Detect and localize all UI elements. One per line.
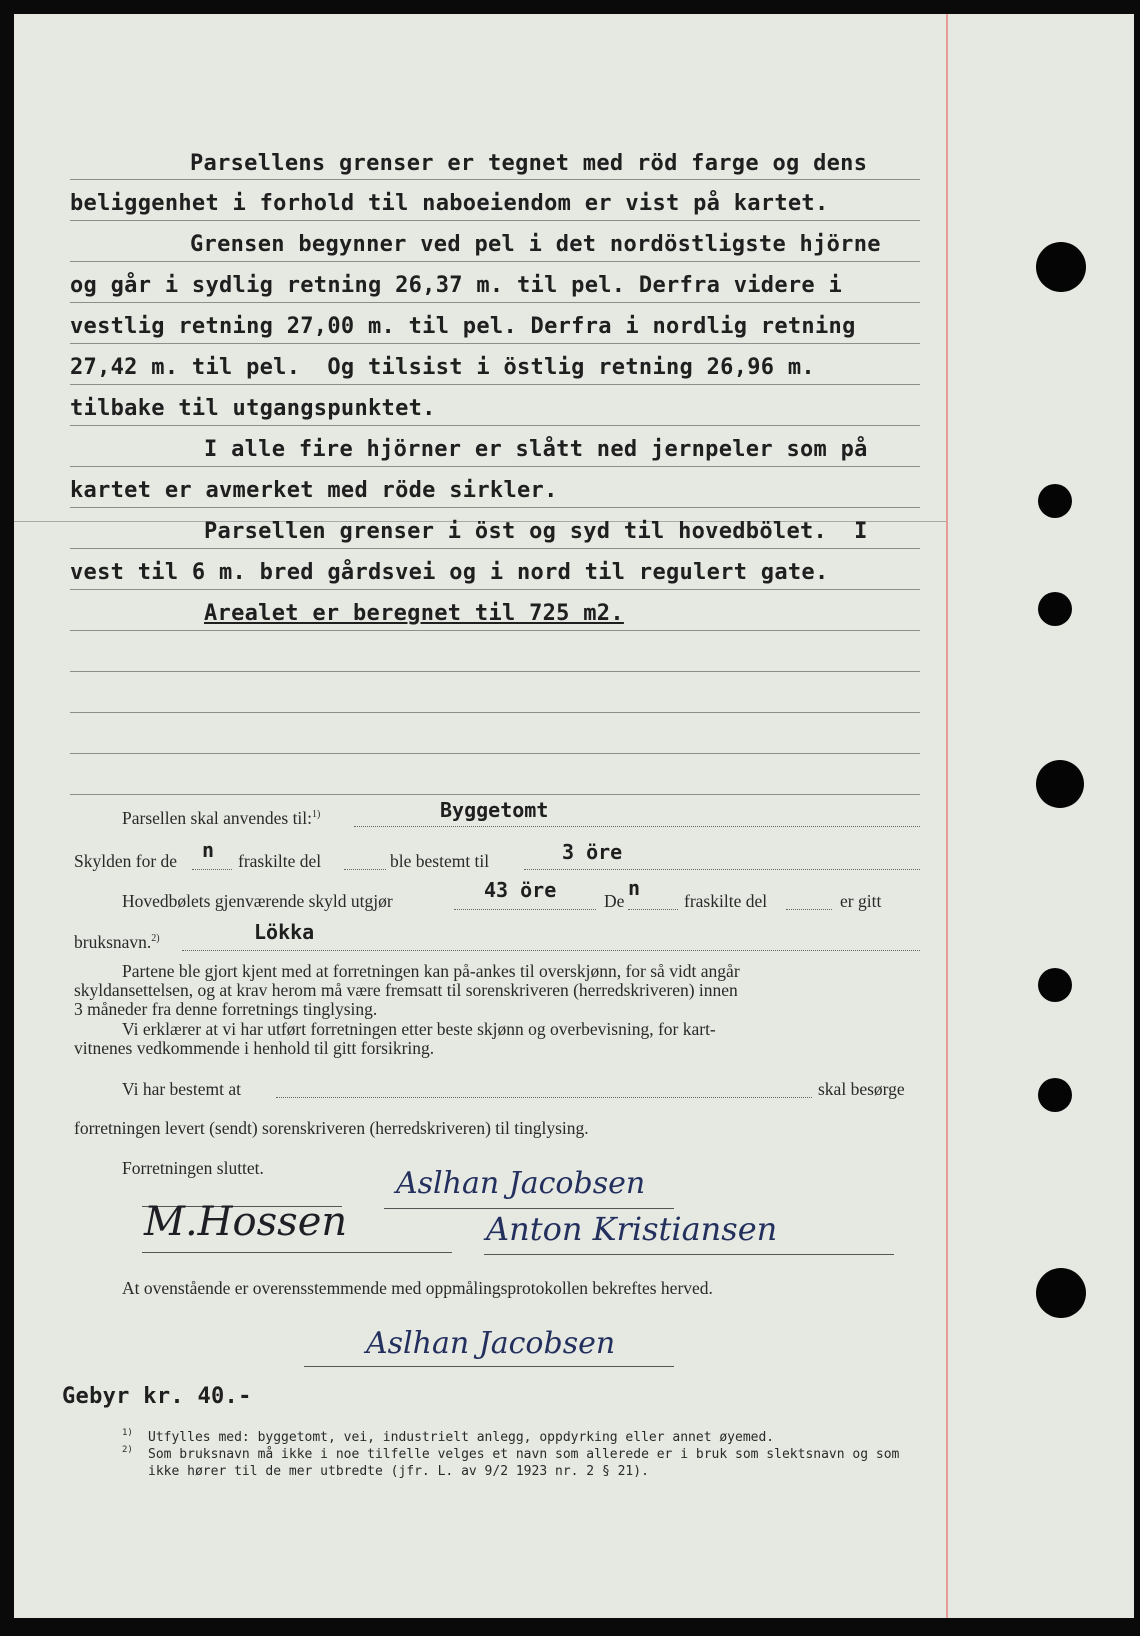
body-line-7: tilbake til utgangspunktet. (70, 396, 436, 421)
ruled-line (70, 548, 920, 549)
ruled-line (70, 630, 920, 631)
ruled-line (70, 507, 920, 508)
punch-hole (1038, 1078, 1072, 1112)
dotted-field (628, 909, 678, 910)
signature-kristiansen: Anton Kristiansen (486, 1210, 778, 1248)
dotted-field (344, 869, 386, 870)
cert-signature: Aslhan Jacobsen (366, 1326, 616, 1361)
dotted-field (276, 1097, 812, 1098)
tax-label-2: fraskilte del (238, 851, 322, 871)
body-line-9: kartet er avmerket med röde sirkler. (70, 478, 558, 503)
closing-text: Forretningen sluttet. (122, 1158, 264, 1178)
punch-hole (1036, 1268, 1086, 1318)
footnote-1: Utfylles med: byggetomt, vei, industrielt anlegg, oppdyrking eller annet øyemed. (148, 1430, 775, 1445)
footnote-mark: 2) (122, 1445, 133, 1455)
body-line-3: Grensen begynner ved pel i det nordöstligste hjörne (190, 232, 881, 257)
signature-line (484, 1254, 894, 1255)
ruled-line (70, 384, 920, 385)
signature-jacobsen: Aslhan Jacobsen (396, 1166, 646, 1201)
punch-hole (1038, 968, 1072, 1002)
named-label-2: er gitt (840, 891, 882, 911)
ruled-line (70, 671, 920, 672)
dotted-field (182, 950, 920, 951)
ruled-line (70, 425, 920, 426)
named-label: fraskilte del (684, 891, 768, 911)
body-line-1: Parsellens grenser er tegnet med röd farge og dens (190, 151, 868, 176)
de-label: De (604, 891, 625, 911)
name-value: Lökka (254, 920, 315, 944)
tax-value: 3 öre (562, 840, 623, 864)
ruled-line (70, 589, 920, 590)
ruled-line (70, 220, 920, 221)
tax-label-3: ble bestemt til (390, 851, 490, 871)
ruled-line (70, 466, 920, 467)
dotted-field (524, 869, 920, 870)
signature-line (304, 1366, 674, 1367)
dotted-field (192, 869, 232, 870)
ruled-line (70, 302, 920, 303)
punch-hole (1036, 242, 1086, 292)
red-margin-line (946, 14, 948, 1618)
punch-hole (1036, 760, 1084, 808)
body-line-11: vest til 6 m. bred gårdsvei og i nord til regulert gate. (70, 560, 829, 585)
footnote-2-cont: ikke hører til de mer utbredte (jfr. L. av 9/2 1923 nr. 2 § 21). (148, 1464, 649, 1479)
fee-text: Gebyr kr. 40.- (62, 1384, 252, 1409)
ruled-line (70, 179, 920, 180)
document-page (14, 14, 1134, 1618)
footnote-mark: 1) (122, 1428, 133, 1438)
ruled-line (70, 261, 920, 262)
signature-hossen: M.Hossen (144, 1199, 348, 1245)
dotted-field (786, 909, 832, 910)
tax-de-suffix: n (202, 838, 215, 862)
punch-hole (1038, 592, 1072, 626)
paragraph-line: Vi erklærer at vi har utført forretningen etter beste skjønn og overbevisning, for kart- (122, 1019, 716, 1039)
body-line-8: I alle fire hjörner er slått ned jernpeler som på (204, 437, 868, 462)
body-line-2: beliggenhet i forhold til naboeiendom er vist på kartet. (70, 191, 829, 216)
body-line-10: Parsellen grenser i öst og syd til hovedbölet. I (204, 519, 868, 544)
signature-line (384, 1208, 674, 1209)
dotted-field (354, 826, 920, 827)
ruled-line (70, 794, 920, 795)
delivery-label-3: forretningen levert (sendt) sorenskriveren (herredskriveren) til tinglysing. (74, 1118, 589, 1138)
certification-text: At ovenstående er overensstemmende med oppmålingsprotokollen bekreftes herved. (122, 1278, 713, 1298)
remaining-label: Hovedbølets gjenværende skyld utgjør (122, 891, 393, 911)
body-line-6: 27,42 m. til pel. Og tilsist i östlig retning 26,96 m. (70, 355, 815, 380)
paragraph-line: 3 måneder fra denne forretnings tinglysing. (74, 999, 378, 1019)
name-label: bruksnavn.$^{2)}$ (74, 932, 160, 952)
punch-hole (1038, 484, 1072, 518)
paragraph-line: vitnenes vedkommende i henhold til gitt forsikring. (74, 1038, 435, 1058)
tax-label: Skylden for de (74, 851, 178, 871)
paragraph-line: Partene ble gjort kjent med at forretningen kan på-ankes til overskjønn, for så vidt angår (122, 961, 740, 981)
body-line-5: vestlig retning 27,00 m. til pel. Derfra i nordlig retning (70, 314, 856, 339)
remaining-value: 43 öre (484, 878, 557, 902)
paragraph-line: skyldansettelsen, og at krav herom må være fremsatt til sorenskriveren (herredskriveren) innen (74, 980, 738, 1000)
dotted-field (454, 909, 596, 910)
area-line: Arealet er beregnet til 725 m2. (204, 601, 624, 626)
signature-line (142, 1252, 452, 1253)
usage-label: Parsellen skal anvendes til:$^{1)}$ (122, 808, 321, 828)
footnote-2: Som bruksnavn må ikke i noe tilfelle velges et navn som allerede er i bruk som slektsnavn og som (148, 1447, 900, 1462)
body-line-4: og går i sydlig retning 26,37 m. til pel. Derfra videre i (70, 273, 843, 298)
usage-value: Byggetomt (440, 798, 549, 822)
ruled-line (70, 753, 920, 754)
delivery-label-2: skal besørge (818, 1079, 905, 1099)
delivery-label: Vi har bestemt at (122, 1079, 241, 1099)
de-suffix: n (628, 876, 641, 900)
ruled-line (70, 712, 920, 713)
ruled-line (70, 343, 920, 344)
